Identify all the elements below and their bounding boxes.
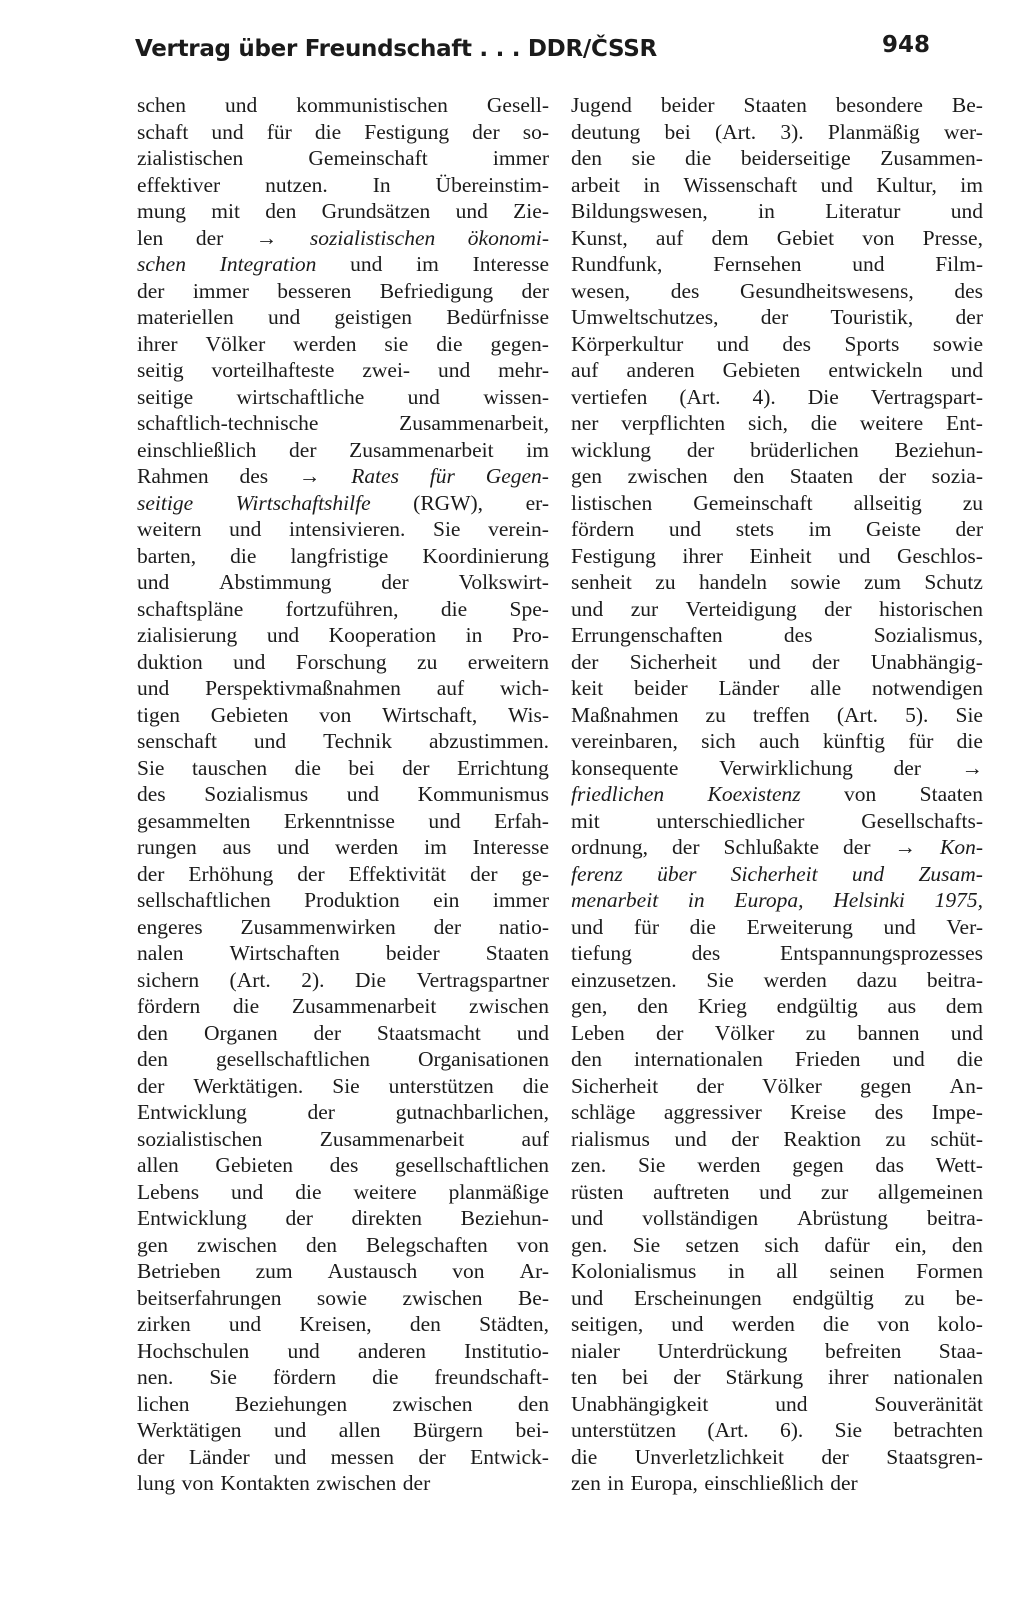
text-line: Maßnahmen zu treffen (Art. 5). Sie bbox=[571, 702, 983, 727]
text-line: unterstützen (Art. 6). Sie betrachten bbox=[571, 1418, 983, 1442]
text-line: auf anderen Gebieten entwickeln und bbox=[571, 358, 983, 382]
text-column-left bbox=[137, 92, 549, 1497]
text-line: schen und kommunistischen Gesell- bbox=[137, 93, 549, 117]
text-line: ferenz über Sicherheit und Zusam- bbox=[571, 861, 983, 886]
text-line: Festigung ihrer Einheit und Geschlos- bbox=[571, 543, 983, 568]
text-line: und für die Erweiterung und Ver- bbox=[571, 914, 983, 939]
text-line: len der → sozialistischen ökonomi- bbox=[137, 225, 549, 250]
text-line: deutung bei (Art. 3). Planmäßig wer- bbox=[571, 119, 983, 144]
text-line: Jugend beider Staaten besondere Be- bbox=[571, 93, 983, 117]
text-line: fördern die Zusammenarbeit zwischen bbox=[137, 994, 549, 1018]
text-line: Betrieben zum Austausch von Ar- bbox=[137, 1259, 549, 1283]
text-line: Entwicklung der direkten Beziehun- bbox=[137, 1206, 549, 1230]
text-line: mit unterschiedlicher Gesellschafts- bbox=[571, 808, 983, 833]
text-line: ten bei der Stärkung ihrer nationalen bbox=[571, 1365, 983, 1389]
text-line: zen in Europa, einschließlich der bbox=[571, 1471, 858, 1495]
text-line: seitigen, und werden die von kolo- bbox=[571, 1312, 983, 1336]
text-line: tiefung des Entspannungsprozesses bbox=[571, 941, 983, 965]
text-line: mung mit den Grundsätzen und Zie- bbox=[137, 199, 549, 223]
running-head: Vertrag über Freundschaft . . . DDR/ČSSR bbox=[135, 36, 657, 62]
text-line: Rahmen des → Rates für Gegen- bbox=[137, 464, 549, 488]
text-line: tigen Gebieten von Wirtschaft, Wis- bbox=[137, 702, 549, 727]
text-line: Kunst, auf dem Gebiet von Presse, bbox=[571, 225, 983, 250]
text-line: und vollständigen Abrüstung beitra- bbox=[571, 1206, 983, 1230]
text-line: Leben der Völker zu bannen und bbox=[571, 1020, 983, 1045]
text-line: und Perspektivmaßnahmen auf wich- bbox=[137, 676, 549, 700]
text-line: Sicherheit der Völker gegen An- bbox=[571, 1073, 983, 1098]
text-line: die Unverletzlichkeit der Staatsgren- bbox=[571, 1444, 983, 1469]
text-line: und zur Verteidigung der historischen bbox=[571, 596, 983, 621]
text-line: seitige wirtschaftliche und wissen- bbox=[137, 384, 549, 409]
text-line: Unabhängigkeit und Souveränität bbox=[571, 1391, 983, 1416]
text-line: schen Integration und im Interesse bbox=[137, 252, 549, 276]
text-line: senschaft und Technik abzustimmen. bbox=[137, 729, 549, 753]
text-line: lung von Kontakten zwischen der bbox=[137, 1471, 431, 1495]
text-line: schaftlich-technische Zusammenarbeit, bbox=[137, 411, 549, 435]
text-line: seitige Wirtschaftshilfe (RGW), er- bbox=[137, 490, 549, 515]
text-line: rialismus und der Reaktion zu schüt- bbox=[571, 1126, 983, 1151]
text-line: arbeit in Wissenschaft und Kultur, im bbox=[571, 172, 983, 197]
text-line: sichern (Art. 2). Die Vertragspartner bbox=[137, 967, 549, 992]
text-line: schaft und für die Festigung der so- bbox=[137, 119, 549, 144]
text-line: Rundfunk, Fernsehen und Film- bbox=[571, 252, 983, 276]
text-line: gen zwischen den Staaten der sozia- bbox=[571, 464, 983, 488]
text-line: seitig vorteilhafteste zwei- und mehr- bbox=[137, 358, 549, 382]
text-line: nialer Unterdrückung befreiten Staa- bbox=[571, 1338, 983, 1363]
text-line: der Sicherheit und der Unabhängig- bbox=[571, 649, 983, 674]
text-line: und Erscheinungen endgültig zu be- bbox=[571, 1285, 983, 1310]
text-line: Lebens und die weitere planmäßige bbox=[137, 1179, 549, 1204]
text-column-right bbox=[571, 92, 983, 1497]
text-line: zirken und Kreisen, den Städten, bbox=[137, 1312, 549, 1336]
text-line: einschließlich der Zusammenarbeit im bbox=[137, 437, 549, 462]
text-line: den Organen der Staatsmacht und bbox=[137, 1020, 549, 1045]
text-line: allen Gebieten des gesellschaftlichen bbox=[137, 1153, 549, 1177]
text-line: und Abstimmung der Volkswirt- bbox=[137, 570, 549, 594]
text-line: beitserfahrungen sowie zwischen Be- bbox=[137, 1285, 549, 1310]
text-line: ihrer Völker werden sie die gegen- bbox=[137, 331, 549, 356]
text-line: vereinbaren, sich auch künftig für die bbox=[571, 729, 983, 753]
text-line: zen. Sie werden gegen das Wett- bbox=[571, 1153, 983, 1177]
text-line: rungen aus und werden im Interesse bbox=[137, 835, 549, 859]
text-line: Hochschulen und anderen Institutio- bbox=[137, 1338, 549, 1363]
text-line: rüsten auftreten und zur allgemeinen bbox=[571, 1179, 983, 1204]
text-line: friedlichen Koexistenz von Staaten bbox=[571, 782, 983, 806]
text-line: Körperkultur und des Sports sowie bbox=[571, 331, 983, 356]
text-line: gen, den Krieg endgültig aus dem bbox=[571, 994, 983, 1018]
text-line: keit beider Länder alle notwendigen bbox=[571, 676, 983, 700]
text-line: barten, die langfristige Koordinierung bbox=[137, 543, 549, 568]
text-line: der Erhöhung der Effektivität der ge- bbox=[137, 861, 549, 886]
text-line: lichen Beziehungen zwischen den bbox=[137, 1391, 549, 1416]
text-line: menarbeit in Europa, Helsinki 1975, bbox=[571, 888, 983, 912]
text-line: der immer besseren Befriedigung der bbox=[137, 278, 549, 303]
text-line: einzusetzen. Sie werden dazu beitra- bbox=[571, 967, 983, 992]
text-line: listischen Gemeinschaft allseitig zu bbox=[571, 490, 983, 515]
text-line: zialistischen Gemeinschaft immer bbox=[137, 146, 549, 170]
text-line: Sie tauschen die bei der Errichtung bbox=[137, 755, 549, 780]
text-line: wicklung der brüderlichen Beziehun- bbox=[571, 437, 983, 462]
text-line: den sie die beiderseitige Zusammen- bbox=[571, 146, 983, 170]
text-line: des Sozialismus und Kommunismus bbox=[137, 782, 549, 806]
text-line: schaftspläne fortzuführen, die Spe- bbox=[137, 596, 549, 621]
text-line: sellschaftlichen Produktion ein immer bbox=[137, 888, 549, 912]
text-line: duktion und Forschung zu erweitern bbox=[137, 649, 549, 674]
text-line: konsequente Verwirklichung der → bbox=[571, 755, 983, 780]
text-line: gesammelten Erkenntnisse und Erfah- bbox=[137, 808, 549, 833]
text-line: weitern und intensivieren. Sie verein- bbox=[137, 517, 549, 541]
text-line: sozialistischen Zusammenarbeit auf bbox=[137, 1126, 549, 1151]
text-line: ordnung, der Schlußakte der → Kon- bbox=[571, 835, 983, 859]
text-line: der Werktätigen. Sie unterstützen die bbox=[137, 1073, 549, 1098]
text-line: zialisierung und Kooperation in Pro- bbox=[137, 623, 549, 647]
text-line: gen. Sie setzen sich dafür ein, den bbox=[571, 1232, 983, 1257]
page-number: 948 bbox=[882, 32, 931, 58]
text-line: der Länder und messen der Entwick- bbox=[137, 1444, 549, 1469]
text-line: den gesellschaftlichen Organisationen bbox=[137, 1047, 549, 1071]
text-line: vertiefen (Art. 4). Die Vertragspart- bbox=[571, 384, 983, 409]
text-line: Errungenschaften des Sozialismus, bbox=[571, 623, 983, 647]
text-line: den internationalen Frieden und die bbox=[571, 1047, 983, 1071]
text-line: gen zwischen den Belegschaften von bbox=[137, 1232, 549, 1257]
text-line: engeres Zusammenwirken der natio- bbox=[137, 914, 549, 939]
text-line: wesen, des Gesundheitswesens, des bbox=[571, 278, 983, 303]
text-line: nen. Sie fördern die freundschaft- bbox=[137, 1365, 549, 1389]
text-line: Umweltschutzes, der Touristik, der bbox=[571, 305, 983, 329]
text-line: ner verpflichten sich, die weitere Ent- bbox=[571, 411, 983, 435]
text-line: effektiver nutzen. In Übereinstim- bbox=[137, 172, 549, 197]
text-line: Werktätigen und allen Bürgern bei- bbox=[137, 1418, 549, 1442]
text-line: senheit zu handeln sowie zum Schutz bbox=[571, 570, 983, 594]
text-line: Kolonialismus in all seinen Formen bbox=[571, 1259, 983, 1283]
text-line: Bildungswesen, in Literatur und bbox=[571, 199, 983, 223]
text-line: nalen Wirtschaften beider Staaten bbox=[137, 941, 549, 965]
text-line: materiellen und geistigen Bedürfnisse bbox=[137, 305, 549, 329]
text-line: schläge aggressiver Kreise des Impe- bbox=[571, 1100, 983, 1124]
text-line: fördern und stets im Geiste der bbox=[571, 517, 983, 541]
text-line: Entwicklung der gutnachbarlichen, bbox=[137, 1100, 549, 1124]
